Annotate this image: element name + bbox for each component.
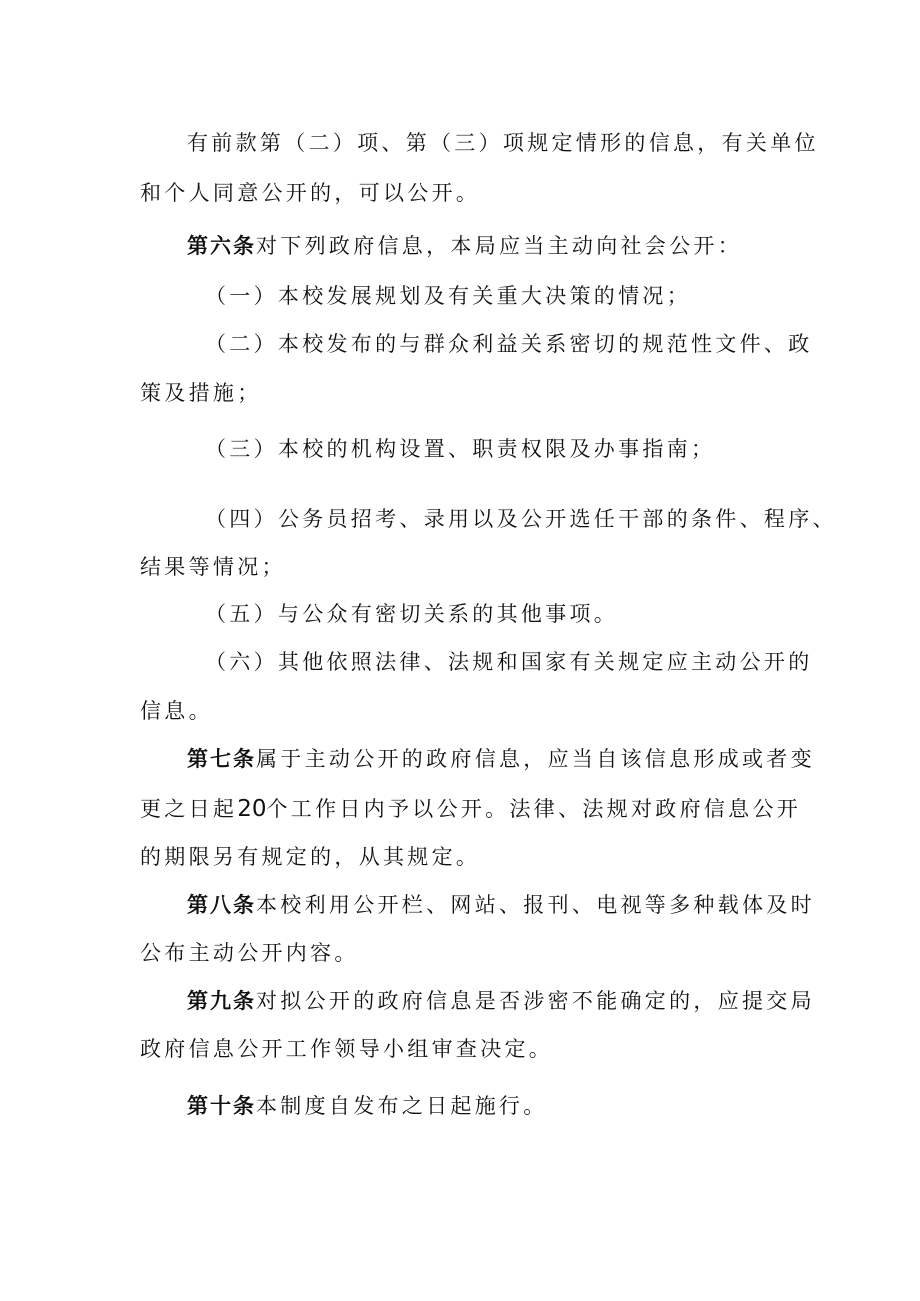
line-text: 属于主动公开的政府信息，应当自该信息形成或者变 bbox=[256, 747, 815, 771]
line-text: 更之日起 bbox=[140, 797, 238, 821]
paragraph-line bbox=[140, 1034, 553, 1064]
line-text: 对下列政府信息，本局应当主动向社会公开： bbox=[256, 234, 742, 258]
paragraph-line bbox=[187, 128, 819, 158]
article-label: 第六条 bbox=[187, 234, 256, 258]
article-9-heading bbox=[187, 986, 815, 1016]
article-10-heading bbox=[187, 1091, 548, 1121]
line-text: 策及措施； bbox=[140, 381, 262, 405]
paragraph-line bbox=[140, 938, 359, 968]
day-count: 20 bbox=[237, 796, 267, 822]
article-7-heading bbox=[187, 744, 815, 774]
paragraph-line bbox=[140, 552, 286, 582]
line-text: （五）与公众有密切关系的其他事项。 bbox=[205, 602, 619, 626]
article-label: 第八条 bbox=[187, 893, 256, 917]
line-text: 本制度自发布之日起施行。 bbox=[256, 1094, 548, 1118]
line-text: 公布主动公开内容。 bbox=[140, 941, 359, 965]
list-item bbox=[205, 434, 715, 464]
list-item bbox=[205, 599, 618, 629]
article-label: 第十条 bbox=[187, 1094, 256, 1118]
paragraph-line bbox=[140, 794, 801, 824]
paragraph-line bbox=[140, 178, 480, 208]
line-text: 有前款第（二）项、第（三）项规定情形的信息，有关单位 bbox=[187, 131, 819, 155]
line-text: 对拟公开的政府信息是否涉密不能确定的，应提交局 bbox=[256, 989, 815, 1013]
article-8-heading bbox=[187, 890, 815, 920]
paragraph-line bbox=[140, 696, 213, 726]
line-text: 政府信息公开工作领导小组审查决定。 bbox=[140, 1037, 554, 1061]
paragraph-line bbox=[140, 378, 262, 408]
line-text: 的期限另有规定的，从其规定。 bbox=[140, 845, 481, 869]
article-6-heading bbox=[187, 231, 742, 261]
line-text: （六）其他依照法律、法规和国家有关规定应主动公开的 bbox=[205, 650, 813, 674]
paragraph-line bbox=[140, 842, 480, 872]
line-text: （一）本校发展规划及有关重大决策的情况； bbox=[205, 284, 691, 308]
line-text: 个工作日内予以公开。法律、法规对政府信息公开 bbox=[266, 797, 802, 821]
article-label: 第七条 bbox=[187, 747, 256, 771]
line-text: （四）公务员招考、录用以及公开选任干部的条件、程序、 bbox=[205, 507, 837, 531]
line-text: 和个人同意公开的，可以公开。 bbox=[140, 181, 481, 205]
line-text: 本校利用公开栏、网站、报刊、电视等多种载体及时 bbox=[256, 893, 815, 917]
article-label: 第九条 bbox=[187, 989, 256, 1013]
line-text: （二）本校发布的与群众利益关系密切的规范性文件、政 bbox=[205, 332, 813, 356]
list-item bbox=[205, 647, 813, 677]
list-item bbox=[205, 329, 813, 359]
list-item bbox=[205, 504, 837, 534]
line-text: （三）本校的机构设置、职责权限及办事指南； bbox=[205, 437, 716, 461]
line-text: 信息。 bbox=[140, 699, 213, 723]
line-text: 结果等情况； bbox=[140, 555, 286, 579]
list-item bbox=[205, 281, 691, 311]
